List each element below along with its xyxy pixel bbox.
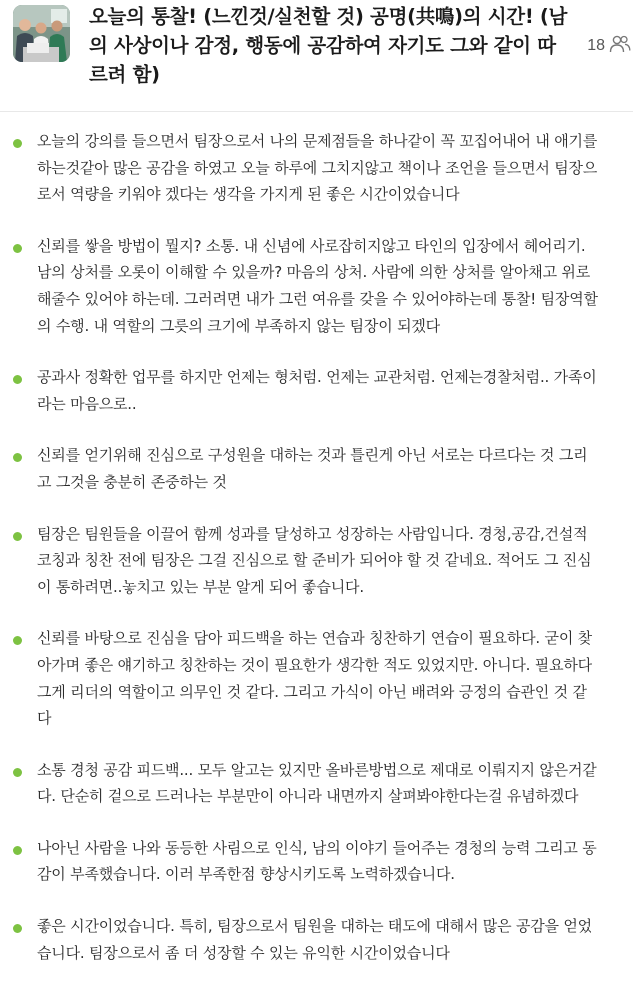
member-count[interactable] — [587, 35, 631, 57]
comment-text: 신뢰를 바탕으로 진심을 담아 피드백을 하는 연습과 칭찬하기 연습이 필요하다. 굳이 찾아가며 좋은 얘기하고 칭찬하는 것이 필요한가 생각한 적도 있었지만. 아니다. 필요하다 그게 리더의 역할이고 의무인 것 같다. 그리고 가식이 아닌 배려와 긍정의 습관인 것 같다 — [37, 629, 592, 728]
comment-item — [0, 233, 633, 339]
bullet-dot — [13, 924, 22, 933]
group-photo-icon — [13, 5, 70, 62]
comment-text: 오늘의 강의를 들으면서 팀장으로서 나의 문제점들을 하나같이 꼭 꼬집어내어 내 애기를 하는것같아 많은 공감을 하였고 오늘 하루에 그치지않고 책이나 조언을 들으면서 팀장으로서 역량을 키워야 겠다는 생각을 가지게 된 좋은 시간이었습니다 — [37, 132, 598, 204]
bullet-dot — [13, 453, 22, 462]
bullet-dot — [13, 375, 22, 384]
bullet-dot — [13, 636, 22, 645]
comment-list — [0, 128, 633, 991]
comment-text: 신뢰를 쌓을 방법이 뭘지? 소통. 내 신념에 사로잡히지않고 타인의 입장에서 헤어리기. 남의 상처를 오롯이 이해할 수 있을까? 마음의 상처. 사람에 의한 상처를 알아채고 위로해줄수 있어야 하는데. 그러려면 내가 그런 여유를 갖을 수 있어야하는데 통찰! 팀장역할의 수행. 내 역할의 그릇의 크기에 부족하지 않는 팀장이 되겠다 — [37, 236, 598, 335]
comment-item — [0, 835, 633, 888]
people-icon — [609, 35, 631, 57]
comment-item — [0, 913, 633, 966]
bullet-dot — [13, 244, 22, 253]
board-title: 오늘의 통찰! (느낀것/실천할 것) 공명(共鳴)의 시간! (남의 사상이나 감정, 행동에 공감하여 자기도 그와 같이 따르려 함) — [89, 5, 568, 86]
bullet-dot — [13, 532, 22, 541]
comment-item — [0, 625, 633, 731]
comment-item — [0, 128, 633, 208]
comment-item — [0, 364, 633, 417]
bullet-dot — [13, 139, 22, 148]
comment-text: 나아닌 사람을 나와 동등한 사림으로 인식, 남의 이야기 들어주는 경청의 능력 그리고 동감이 부족했습니다. 이러 부족한점 향상시키도록 노력하겠습니다. — [37, 838, 597, 884]
member-count-number: 18 — [587, 37, 605, 54]
comment-item — [0, 521, 633, 601]
board-header — [0, 0, 633, 112]
comment-text: 소통 경청 공감 피드백... 모두 알고는 있지만 올바른방법으로 제대로 이뤄지지 않은거같다. 단순히 겉으로 드러나는 부분만이 아니라 내면까지 살펴봐야한다는걸 유념하겠다 — [37, 760, 597, 806]
group-photo-thumbnail[interactable] — [13, 5, 70, 62]
bullet-dot — [13, 846, 22, 855]
comment-text: 신뢰를 얻기위해 진심으로 구성원을 대하는 것과 틀린게 아닌 서로는 다르다는 것 그리고 그것을 충분히 존중하는 것 — [37, 446, 588, 491]
comment-item — [0, 442, 633, 495]
comment-item — [0, 757, 633, 810]
bullet-dot — [13, 768, 22, 777]
comment-text: 팀장은 팀원들을 이끌어 함께 성과를 달성하고 성장하는 사람입니다. 경청,공감,건설적 코칭과 칭찬 전에 팀장은 그걸 진심으로 할 준비가 되어야 할 것 같네요. 적어도 그 진심이 통하려면..놓치고 있는 부분 알게 되어 좋습니다. — [37, 524, 592, 596]
comment-text: 좋은 시간이었습니다. 특히, 팀장으로서 팀원을 대하는 태도에 대해서 많은 공감을 얻었습니다. 팀장으로서 좀 더 성장할 수 있는 유익한 시간이었습니다 — [37, 917, 592, 962]
comment-text: 공과사 정확한 업무를 하지만 언제는 형처럼. 언제는 교관처럼. 언제는경찰처럼.. 가족이라는 마음으로.. — [37, 368, 597, 413]
